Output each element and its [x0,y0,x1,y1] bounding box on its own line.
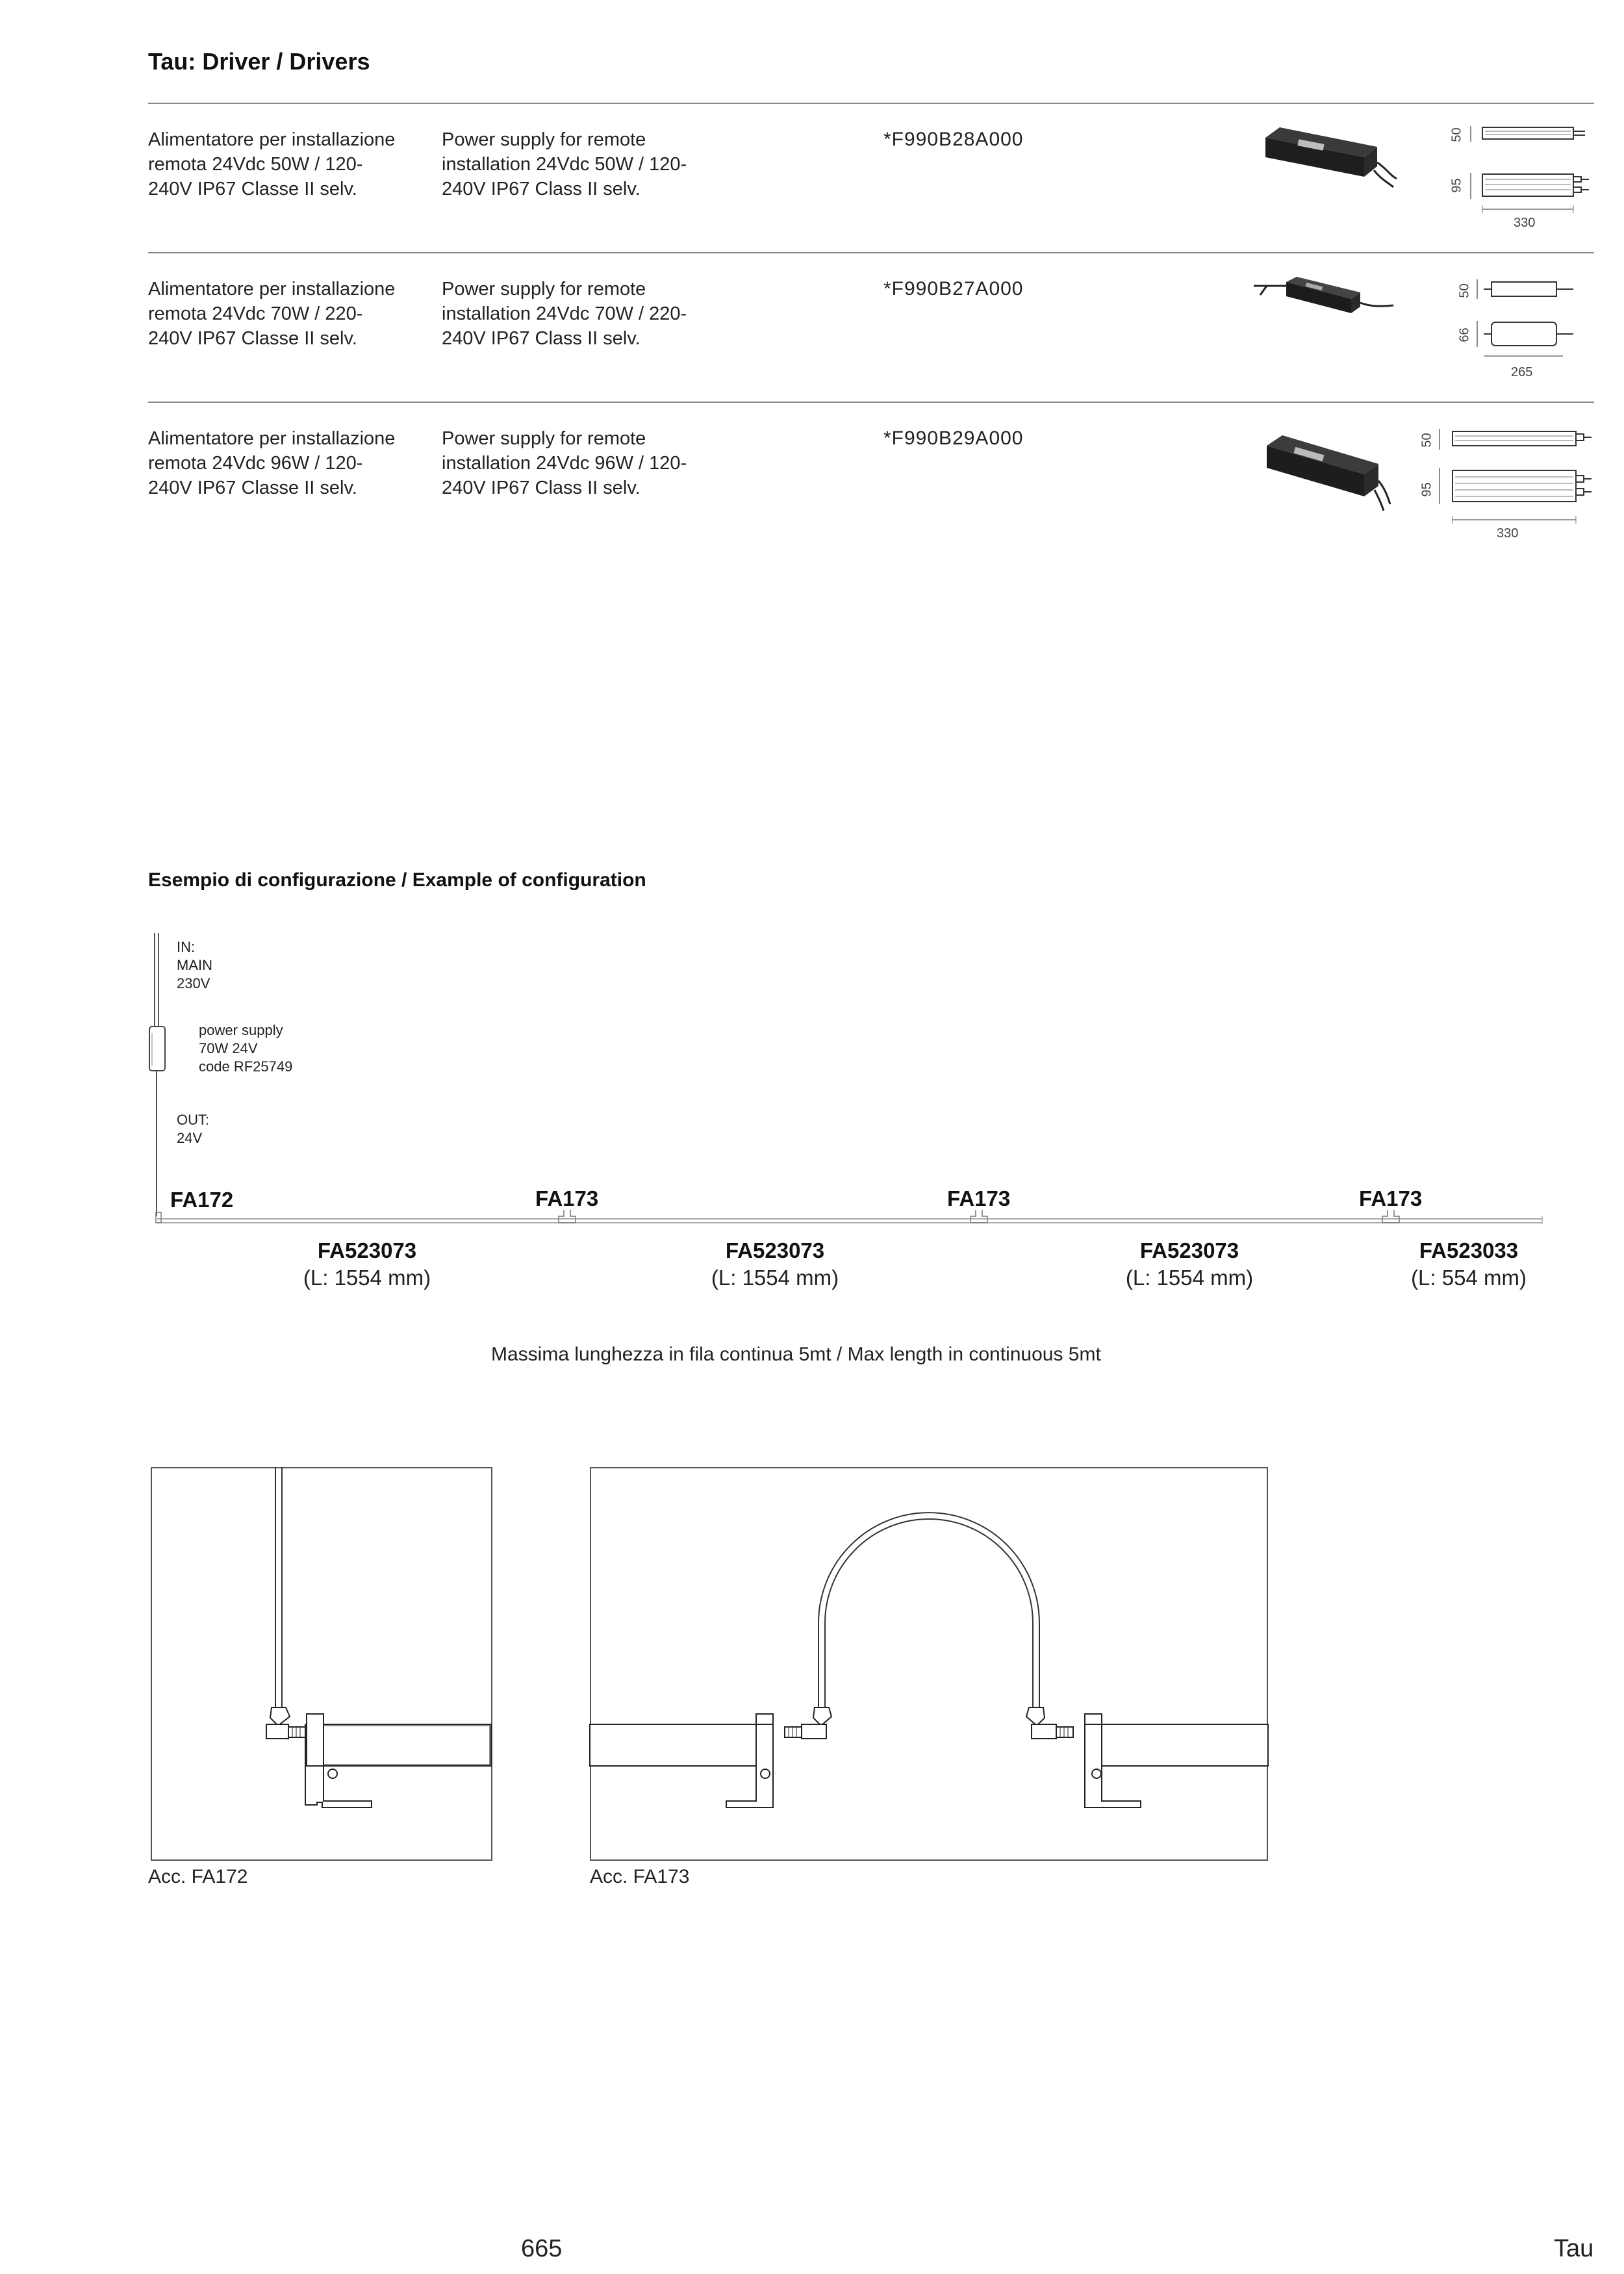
segment-label: FA523073 (L: 1554 mm) [711,1238,839,1290]
segment-label: FA523073 (L: 1554 mm) [303,1238,431,1290]
product-desc-en: Power supply for remote installation 24Vdc 96W / 120- 240V IP67 Class II selv. [442,428,687,498]
product-desc-it: Alimentatore per installazione remota 24Vdc 96W / 120- 240V IP67 Classe II selv. [148,428,396,498]
dim-height-2: 95 [1419,482,1434,497]
input-label: IN: MAIN 230V [177,939,212,991]
dim-width: 265 [1511,365,1533,379]
dim-height-1: 50 [1449,127,1464,142]
connector-label: FA172 [170,1188,234,1212]
segment-label: FA523073 (L: 1554 mm) [1125,1238,1254,1290]
product-code: *F990B29A000 [883,428,1024,449]
segment-label: FA523033 (L: 554 mm) [1411,1238,1527,1290]
connector-label: FA173 [1359,1186,1423,1210]
power-supply-label: power supply 70W 24V code RF25749 [199,1022,293,1075]
dim-height-2: 95 [1449,178,1464,193]
footer-label: Tau [1554,2235,1594,2262]
product-code: *F990B27A000 [883,278,1024,300]
product-desc-it: Alimentatore per installazione remota 24Vdc 50W / 120- 240V IP67 Classe II selv. [148,129,396,199]
accessory-caption: Acc. FA173 [590,1866,690,1887]
product-desc-en: Power supply for remote installation 24Vdc 50W / 120- 240V IP67 Class II selv. [442,129,687,199]
dim-width: 330 [1497,526,1519,541]
product-desc-en: Power supply for remote installation 24Vdc 70W / 220- 240V IP67 Class II selv. [442,279,687,349]
section-title: Esempio di configurazione / Example of configuration [148,869,646,891]
dim-width: 330 [1514,216,1536,230]
dim-height-1: 50 [1457,283,1472,298]
dim-height-1: 50 [1419,433,1434,448]
accessory-fa173-drawing [590,1467,1268,1861]
page-title: Tau: Driver / Drivers [148,48,370,75]
product-code: *F990B28A000 [883,129,1024,150]
page-number: 665 [521,2235,563,2262]
product-desc-it: Alimentatore per installazione remota 24Vdc 70W / 220- 240V IP67 Classe II selv. [148,279,396,349]
max-length-note: Massima lunghezza in fila continua 5mt / Max length in continuous 5mt [491,1344,1101,1365]
connector-label: FA173 [947,1186,1011,1210]
accessory-caption: Acc. FA172 [148,1866,248,1887]
connector-label: FA173 [535,1186,599,1210]
accessory-fa172-drawing [151,1467,492,1861]
dim-height-2: 66 [1457,327,1472,342]
output-label: OUT: 24V [177,1112,210,1146]
